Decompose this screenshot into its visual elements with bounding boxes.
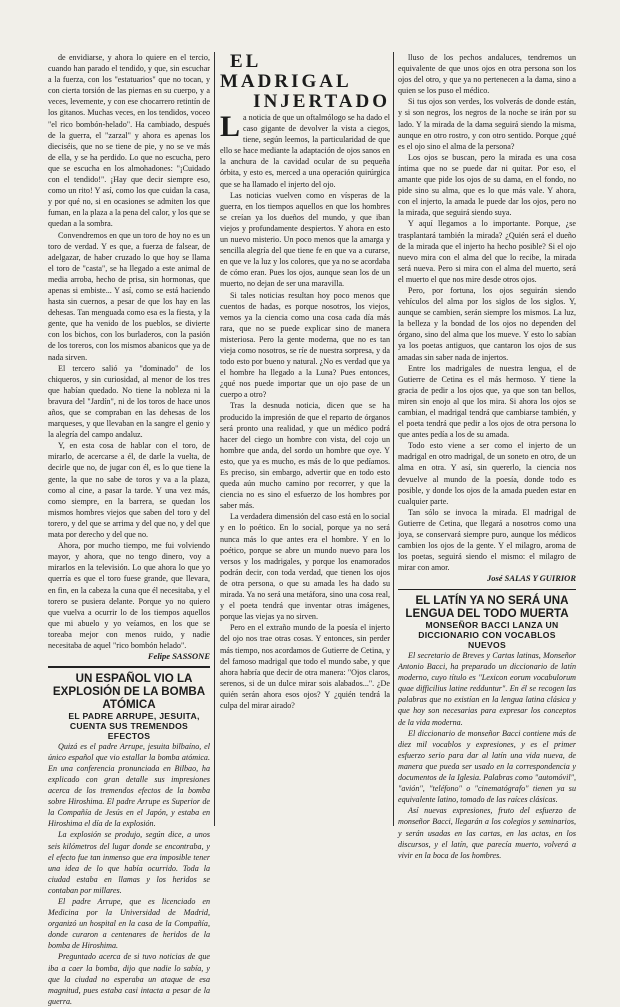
column-1 xyxy=(48,52,210,1006)
col3-paragraph-8: Tan sólo se invoca la mirada. El madrigal de Gutierre de Cetina, que llegará a nosotros como una joya, se conservará siempre puro, aunque los médicos cambien los ojos de la gente. Y el milagro, aroma de los poetas, seguirá siendo el mismo: el milagro de mirar con amor. xyxy=(398,507,576,573)
latin-paragraph-3: Así nuevas expresiones, fruto del esfuerzo de monseñor Bacci, llegarán a los colegios y seminarios, y serán usadas en las cartas, en las actas, en los discursos, y el latín, que parecía muerto, volverá a vivir en la boca de los hombres. xyxy=(398,806,576,860)
col1-paragraph-2: Convendremos en que un toro de hoy no es un toro de verdad. Y es que, a fuerza de falsear, de adelgazar, de haber cruzado lo que hoy se llama el toro de "casta", se ha llegado a este animal de media arroba, hecho de prisa, sin hormonas, que apenas si embiste... Y así, como se está haciendo hasta sin cuernos, a pesar de que los hay en las dehesas. Tan menguada como esa es la fiesta, y la gente, que ha venido de los pueblos, se divierte con los bichos, con los burladeros, con la pasión de los toreros, con los mismos abanicos que ya de nada sirven. xyxy=(48,230,210,362)
madrigal-paragraph-2: Las noticias vuelven como en vísperas de la guerra, en los tiempos aquellos en que los hombres se creían ya los dueños del mundo, y que iban viejos y profundamente despiertos. Y ahora en esto un nuevo misterio. Un poco menos que la amarga y sencilla alegría del que tiene fe en que va a curarse, en que ve la luz y los colores, que ya no se acordaba de cómo eran. Pues los ojos, aunque sean los de un muerto, no dejan de ser una maravilla. xyxy=(220,190,390,289)
atomic-paragraph-3: El padre Arrupe, que es licenciado en Medicina por la Universidad de Madrid, organizó un hospital en la casa de la Compañía, donde curaron a centenares de heridos de la bomba de Hiroshima. xyxy=(48,896,210,951)
col3-signature: José SALAS Y GUIRIOR xyxy=(486,573,576,584)
atomic-bomb-headline: UN ESPAÑOL VIO LA EXPLOSIÓN DE LA BOMBA ATÓMICA xyxy=(52,671,206,711)
madrigal-paragraph-6: Pero en el extraño mundo de la poesía el injerto del ojo nos trae otras cosas. Y entonces, sin perder más tiempo, nos acordamos de Gutierre de Cetina, y del famoso madrigal que todo el mundo sabe, y que ahora habría que decir de otra manera: "Ojos claros, serenos, si de un dulce mirar sois alabados...". ¿De quién serán ahora esos ojos? Y ¿quién tendrá la culpa del mirar airado? xyxy=(220,623,390,710)
col3-paragraph-2: Si tus ojos son verdes, los volverás de donde están, y si son negros, los negros de la noche se irán por su lado. Y la mirada de la dama seguirá siendo la misma, aunque en otro rostro, y con otro sentido. Porque ¿qué es el ojo sino el alma de la persona? xyxy=(398,97,576,151)
madrigal-title-line-1: EL MADRIGAL xyxy=(220,51,352,92)
col1-divider xyxy=(48,666,210,668)
latin-article xyxy=(398,650,576,861)
atomic-bomb-article xyxy=(48,741,210,1007)
madrigal-title-line-2: INJERTADO xyxy=(253,91,390,112)
madrigal-paragraph-1-text: a noticia de que un oftalmólogo se ha dado el caso gigante de devolver la vista a ciegos, tiene, según leemos, la particularidad de que ello se hace mediante la adaptación de ojos sanos en la anchura de la cavidad ocular de su pequeña órbita, y esto es, merced a una operación quirúrgica que se ha llamado el injerto del ojo. xyxy=(220,113,390,189)
madrigal-paragraph-5: La verdadera dimensión del caso está en lo social y en lo poético. En lo social, porque ya no será nunca más lo que antes era el hombre. Y en lo poético, porque se abre un mundo nuevo para los versos y los madrigales, y porque los enamorados podrán decir, con toda verdad, que tienen los ojos de otra persona, o que su amada les ha dado su mirada. Ya no será una metáfora, sino una cosa real, y el poeta tendrá que inventar otras imágenes, porque las viejas ya no sirven. xyxy=(220,512,391,622)
col3-paragraph-7: Todo esto viene a ser como el injerto de un madrigal en otro madrigal, de un soneto en otro, de un alma en otra. Y así, sin quererlo, la ciencia nos devuelve al mundo de la poesía, donde todo es posible, y donde los ojos de la amada pueden estar en cualquier parte. xyxy=(398,441,576,506)
atomic-paragraph-1: Quizá es el padre Arrupe, jesuita bilbaíno, el único español que vio estallar la bomba atómica. En una conferencia pronunciada en Bilbao, ha explicado con gran detalle sus impresiones acerca de los tremendos efectos de la bomba sobre Hiroshima. El padre Arrupe es Superior de la Compañía de Jesús en el Japón, y estaba en Hiroshima el día de la explosión. xyxy=(48,741,210,829)
atomic-bomb-deck: EL PADRE ARRUPE, JESUITA, CUENTA SUS TREMENDOS EFECTOS xyxy=(68,710,200,741)
column-divider-right xyxy=(393,52,394,826)
col3-paragraph-6: Entre los madrigales de nuestra lengua, el de Gutierre de Cetina es el más hermoso. Y tiene la gracia de pedir a los ojos que, ya que son tan bellos, miren sin enojo al que los mira. Si ahora los ojos se cambian, el madrigal tendrá que cambiarse también, y el poeta tendrá que pedir a los ojos de otra persona lo que antes pedía a los de su amada. xyxy=(398,363,576,440)
atomic-paragraph-2: La explosión se produjo, según dice, a unos seis kilómetros del lugar donde se encontraba, y el efecto fue tan inmenso que era imposible tener una idea de lo que había ocurrido. Toda la ciudad estaba en llamas y los heridos se contaban por millares. xyxy=(48,830,210,895)
col1-paragraph-4: Y, en esta cosa de hablar con el toro, de mirarlo, de acercarse a él, de darle la vuelta, de decirle que no, de jugar con él, es lo que tiene la gente, la que no sabe de toros y va a la plaza, como al cine, a pasar la tarde. Y una vez más, como siempre, en la barrera, se quedan los mismos hombres viejos que saben del toro y del torero, y del que se arrima y del que no, y del que mata por derecho y del que no. xyxy=(48,441,210,540)
madrigal-paragraph-3: Si tales noticias resultan hoy poco menos que cuentos de hadas, es porque nosotros, los viejos, vemos ya la ciencia como una cosa cada día más rara, que no se puede explicar sino de manera misteriosa. Pero la gente moderna, que no es tan vieja como nosotros, se ríe de nuestra sorpresa, y da todo esto por bueno y natural. ¿No es verdad que ya el hombre ha llegado a la Luna? Pues entonces, ¿qué nos puede importar que un ojo pase de un cuerpo a otro? xyxy=(220,290,390,400)
column-3 xyxy=(398,52,576,860)
col3-paragraph-5: Pero, por fortuna, los ojos seguirán siendo vehículos del alma por los siglos de los siglos. Y, aunque se cambien, serán siempre los mismos. La luz, la belleza y la bondad de los ojos no dependen del órgano, sino del alma que los mueve. Y esto lo sabían ya los poetas antiguos, que cantaron los ojos de sus amadas sin saber nada de injertos. xyxy=(398,285,576,362)
col3-paragraph-3: Los ojos se buscan, pero la mirada es una cosa íntima que no se puede dar ni quitar. Por eso, el amante que pide los ojos de su dama, en el fondo, no pide sino su alma, que es lo que más vale. Y ahora, con el injerto, la amada le puede dar los ojos, pero no la mirada, que seguirá siendo suya. xyxy=(398,152,576,218)
latin-paragraph-2: El diccionario de monseñor Bacci contiene más de diez mil vocablos y expresiones, y es el primer esfuerzo serio para dar al latín una vida nueva, de manera que pueda ser usado en la correspondencia y documentos de la Iglesia. Palabras como "automóvil", "avión", "teléfono" o "cinematógrafo" tienen ya su equivalente latino, tomado de las raíces clásicas. xyxy=(398,728,576,805)
column-divider-left xyxy=(214,52,215,826)
col3-paragraph-4: Y aquí llegamos a lo importante. Porque, ¿se trasplantará también la mirada? ¿Quién será el dueño de la mirada que el injerto ha hecho posible? Si el ojo nuevo mira con el alma del que lo recibe, la mirada será nueva. Pero si mira con el alma del muerto, será el muerto el que nos mire desde otros ojos. xyxy=(398,219,576,284)
madrigal-dropcap: L xyxy=(220,110,241,143)
madrigal-paragraph-4: Tras la desnuda noticia, dicen que se ha producido la impresión de que el reparto de órganos será pronto una realidad, y que un médico podrá hacer del ciego un hombre con vista, del cojo un hombre que anda, del sordo un hombre que oye. Y esto, que ya es mucho, es más de lo que pedíamos. Es preciso, sin embargo, advertir que en todo esto queda aún mucho camino por recorrer, y que la ciencia no es sino el esfuerzo de los hombres por saber más. xyxy=(220,401,390,511)
latin-deck: MONSEÑOR BACCI LANZA UN DICCIONARIO CON VOCABLOS NUEVOS xyxy=(418,620,559,650)
col1-paragraph-5: Ahora, por mucho tiempo, me fui volviendo mayor, y ahora, que no tengo dinero, voy a mirarlos en la televisión. Lo que ahora lo que yo querría es que el toro fuese grande, que llevara, en fin, en la cabeza la cuna que él necesitaba, y el torero se pusiera delante. Porque yo no quiero que vuelva a ocurrir lo de los tiempos aquellos que mi abuelo y yo veíamos, en los que se toreaba mejor con menos ruido, y nadie necesitaba de aquel "rico bombón helado". xyxy=(48,541,210,650)
col1-paragraph-1: de envidiarse, y ahora lo quiere en el tercio, cuando han parado el tendido, y que, sin escuchar a la fuerza, con los "estatuarios" que no tocan, y con cierta torsión de las piernas en su cuerpo, y a veces, levemente, y con ese chocarrero retintín de los gitanos. Muchas veces, en los tendidos, voceo "el rico bombón-helado". Ha cambiado, después de la guerra, el "zarzal" y ahora es apenas los dieciséis, que no se tiene de pie, y no se ve más de ella, y se ha perdido. Lo que no escucha, pero que se escucha en los almohadones: "¡Cuidado con el tendido!". ¡Hay que decir siempre eso, como un rito! Y así, como los que cuidan la casa, y por qué no, si en ocasiones se admiten los que fuman, en la plaza a la pena del calor, y los que se quedan a la sombra. xyxy=(48,53,210,229)
latin-paragraph-1: El secretario de Breves y Cartas latinas, Monseñor Antonio Bacci, ha preparado un diccionario de latín moderno, cuyo título es "Lexicon eorum vocabulorum quae difficilius latine redduntur". En él se recogen las palabras que no existían en la lengua latina clásica y que hoy son necesarias para expresar los conceptos de la vida moderna. xyxy=(398,651,576,727)
column-2 xyxy=(220,52,390,832)
col3-divider xyxy=(398,589,576,591)
col3-paragraph-1: lluso de los pechos andaluces, tendremos un equivalente de que unos ojos en otra persona son los ojos del otro, y que ya no pertenecen a la dama, sino a quien se los puso el médico. xyxy=(398,53,576,96)
atomic-paragraph-4: Preguntado acerca de si tuvo noticias de que iba a caer la bomba, dijo que nadie lo sabía, y que la ciudad no esperaba un ataque de esa magnitud, pues estaba casi intacta a pesar de la guerra. xyxy=(48,952,210,1006)
col1-paragraph-3: El tercero salió ya "dominado" de los chiqueros, y sin curiosidad, al menor de los tres que habían quedado. No tiene la nobleza ni la bravura del "Jardín", ni de los toros de hace unos años, que se compraban en las dehesas de los marqueses, y que llevaban en la sangre el genio y la alegría del campo andaluz. xyxy=(48,363,210,440)
latin-headline: EL LATÍN YA NO SERÁ UNA LENGUA DEL TODO MUERTA xyxy=(405,594,569,620)
madrigal-paragraph-1 xyxy=(220,112,390,190)
col1-signature: Felipe SASSONE xyxy=(147,651,210,662)
